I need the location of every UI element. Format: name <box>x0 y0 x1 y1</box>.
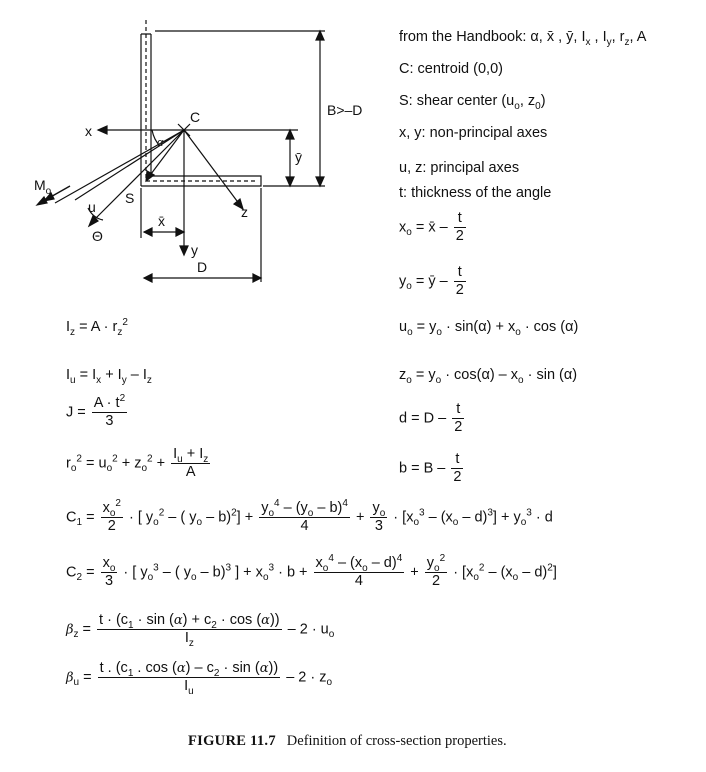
note-non-principal: x, y: non-principal axes <box>399 125 548 141</box>
label-y: y <box>191 242 198 258</box>
cross-section-diagram <box>0 0 400 300</box>
label-x: x <box>85 123 92 139</box>
label-C: C <box>190 109 201 125</box>
shear-center-line <box>148 130 184 178</box>
label-M: $M_o$ <box>34 177 52 197</box>
figure-label: FIGURE 11.7 <box>188 733 276 749</box>
eq-b: b = B – $\frac{t}{2}$ <box>399 451 462 485</box>
note-centroid: C: centroid (0,0) <box>399 61 503 77</box>
label-u: u <box>88 199 96 215</box>
eq-J: J = $\frac{A \cdot t^2}{3}$ <box>66 393 126 429</box>
note-principal: u, z: principal axes <box>399 160 520 176</box>
eq-ro: $r_o^2 = u_o^2 + z_o^2$ + $\frac{I_u + I_z}{A}$ <box>66 446 209 480</box>
note-thickness: t: thickness of the angle <box>399 185 552 201</box>
note-handbook: from the Handbook: α, x̄ , ȳ, $I_x$ , $I_y$, $r_z$, A <box>399 29 647 48</box>
eq-C2: $C_2$ = $\frac{x_o}{3}$ · [ $y_o^3$ – ( $y_o - b)^3$ ] + $x_o^3 \cdot b$ + $\frac{x_o^4 - (x_o - d)^4}{4}$ + $\frac{y_o^2}{2}$ · $[x_o^2 - (x_o - d)^2]$ <box>66 553 557 589</box>
label-S: S <box>125 190 135 206</box>
figure-caption <box>188 733 507 750</box>
eq-beta-u: $\beta_u$ = $\frac{t . (c_1 . \cos (\alpha) - c_2 \cdot \sin (\alpha))}{I_u}$ – $2 \cdot z_o$ <box>66 660 333 697</box>
eq-beta-z: $\beta_z$ = $\frac{t \cdot (c_1 \cdot \sin (\alpha) + c_2 \cdot \cos (\alpha))}{I_z}$ – $2 \cdot u_o$ <box>66 612 335 649</box>
eq-xo: $x_o$ = x̄ – $\frac{t}{2}$ <box>399 210 464 244</box>
eq-zo: $z_o = y_o \cdot \cos(\alpha) - x_o \cdot \sin (\alpha)$ <box>399 367 578 386</box>
label-theta: Θ <box>92 228 103 244</box>
label-z: z <box>241 204 248 220</box>
eq-Iz: $I_z = A \cdot r_z^2$ <box>66 317 128 338</box>
z-axis <box>184 130 240 205</box>
label-B: B>–D <box>327 102 363 118</box>
moment-lines <box>55 130 184 203</box>
leg-centerline <box>146 20 256 181</box>
eq-Iu: $I_u = I_x + I_y - I_z$ <box>66 367 152 386</box>
eq-yo: $y_o$ = ȳ – $\frac{t}{2}$ <box>399 264 464 298</box>
figure-caption-text: Definition of cross-section properties. <box>286 733 507 749</box>
label-ybar: ȳ <box>295 149 302 165</box>
label-xbar: x̄ <box>158 213 165 229</box>
eq-d: d = D – $\frac{t}{2}$ <box>399 401 463 435</box>
note-shear-center: S: shear center ($u_o$, $z_0$) <box>399 93 546 112</box>
label-D: D <box>197 259 208 275</box>
dim-ybar-line <box>184 130 298 186</box>
eq-uo: $u_o = y_o \cdot \sin(\alpha) + x_o \cdot \cos (\alpha)$ <box>399 319 579 338</box>
angle-horizontal-leg <box>141 176 261 186</box>
eq-C1: $C_1$ = $\frac{x_o^2}{2}$ · [ $y_o^2$ – ( $y_o - b)^2$] + $\frac{y_o^4 - (y_o - b)^4}{4}$ + $\frac{y_o}{3}$ · $[x_o^3 - (x_o - d)^3] + y_o^3 \cdot d$ <box>66 498 553 534</box>
label-alpha: α <box>157 137 164 149</box>
